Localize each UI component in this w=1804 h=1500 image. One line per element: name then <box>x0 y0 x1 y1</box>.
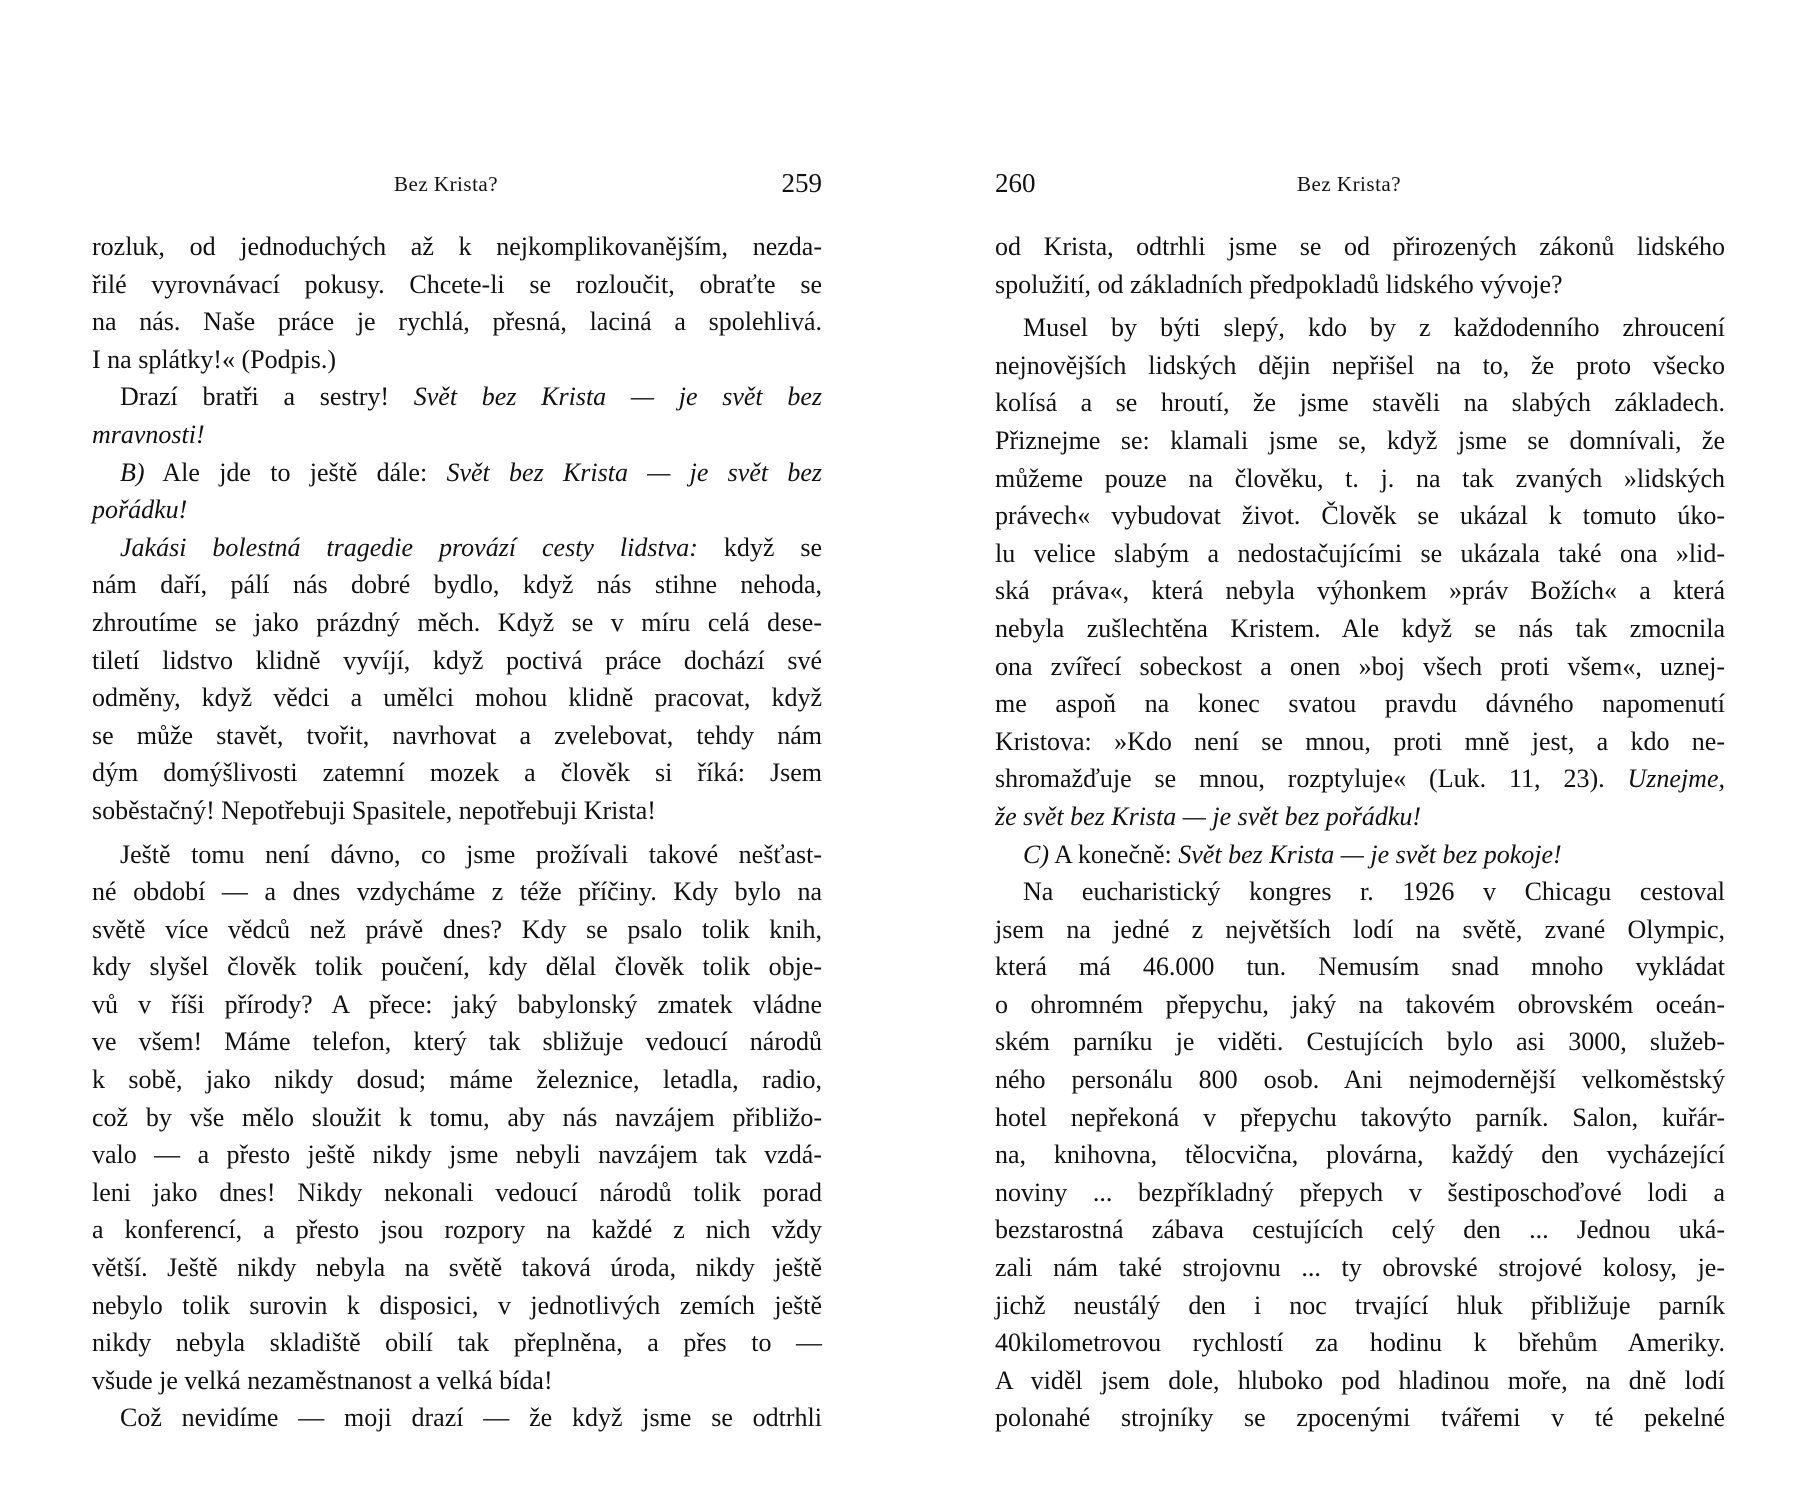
text-line: nebyla zušlechtěna Kristem. Ale když se nás tak zmocnila <box>995 613 1725 643</box>
paragraph-text: Ale jde to ještě dále: <box>162 457 428 487</box>
text-line: hotel nepřekoná v přepychu takovýto parník. Salon, kuřár- <box>995 1102 1725 1132</box>
text-line: dým domýšlivosti zatemní mozek a člověk si říká: Jsem <box>92 758 822 788</box>
emphasis-text: pořádku! <box>92 495 188 525</box>
text-line: zhroutíme se jako prázdný měch. Když se v míru celá dese- <box>92 607 822 637</box>
text-line: tiletí lidstvo klidně vyvíjí, když poctivá práce dochází své <box>92 645 822 675</box>
emphasis-text: Jakási bolestná tragedie provází cesty lidstva: <box>120 532 698 562</box>
text-line: 40kilometrovou rychlostí za hodinu k břehům Ameriky. <box>995 1328 1725 1358</box>
text-line: na nás. Naše práce je rychlá, přesná, laciná a spolehlivá. <box>92 307 822 337</box>
text-line: ného personálu 800 osob. Ani nejmodernější velkoměstský <box>995 1065 1725 1095</box>
text-line: světě více vědců než právě dnes? Kdy se psalo tolik knih, <box>92 914 822 944</box>
text-line: A viděl jsem dole, hluboko pod hladinou moře, na dně lodí <box>995 1365 1725 1395</box>
text-line: Kristova: »Kdo není se mnou, proti mně jest, a kdo ne- <box>995 726 1725 756</box>
text-line: k sobě, jako nikdy dosud; máme železnice, letadla, radio, <box>92 1065 822 1095</box>
emphasis-text: Svět bez Krista — je svět bez <box>446 457 823 487</box>
text-line: leni jako dnes! Nikdy nekonali vedoucí národů tolik porad <box>92 1177 822 1207</box>
right-body-text <box>995 228 1725 1437</box>
text-line: zali nám také strojovnu ... ty obrovské strojové kolosy, je- <box>995 1253 1725 1283</box>
text-line: Ještě tomu není dávno, co jsme prožívali takové nešťast- <box>120 839 822 869</box>
text-line <box>92 454 822 492</box>
text-line: řilé vyrovnávací pokusy. Chcete-li se rozloučit, obraťte se <box>92 269 822 299</box>
text-line: nikdy nebyla skladiště obilí tak přeplněna, a přes to — <box>92 1328 822 1358</box>
left-body-text <box>92 228 822 1437</box>
text-line: ském parníku je viděti. Cestujících bylo asi 3000, služeb- <box>995 1027 1725 1057</box>
text-line: bezstarostná zábava cestujících celý den ... Jednou uká- <box>995 1215 1725 1245</box>
right-paragraph-2 <box>995 309 1725 835</box>
text-line: Přiznejme se: klamali jsme se, když jsme se domnívali, že <box>995 425 1725 455</box>
text-line: která má 46.000 tun. Nemusím snad mnoho vykládat <box>995 952 1725 982</box>
left-page-number: 259 <box>781 168 822 198</box>
left-paragraph-1 <box>92 228 822 378</box>
text-line: odměny, když vědci a umělci mohou klidně pracovat, když <box>92 683 822 713</box>
emphasis-text: Svět bez Krista — je svět bez <box>413 382 822 412</box>
right-paragraph-3 <box>995 836 1725 874</box>
left-paragraph-3 <box>92 454 822 529</box>
text-line: Na eucharistický kongres r. 1926 v Chicagu cestoval <box>1023 877 1725 907</box>
emphasis-text: mravnosti! <box>92 419 205 449</box>
section-label: C) <box>1023 839 1049 869</box>
left-paragraph-4 <box>92 529 822 830</box>
emphasis-text: Svět bez Krista — je svět bez pokoje! <box>1178 839 1562 869</box>
text-line: od Krista, odtrhli jsme se od přirozených zákonů lidského <box>995 232 1725 261</box>
text-line: noviny ... bezpříkladný přepych v šestiposchoďové lodi a <box>995 1177 1725 1207</box>
text-line <box>995 798 1725 836</box>
text-line: I na splátky!« (Podpis.) <box>92 344 337 374</box>
text-line: právech« vybudovat život. Člověk se ukázal k tomuto úko- <box>995 501 1725 531</box>
text-line <box>92 378 822 416</box>
text-line <box>92 416 822 454</box>
text-line: nebylo tolik surovin k disposici, v jednotlivých zemích ještě <box>92 1290 822 1320</box>
text-line: nám daří, pálí nás dobré bydlo, když nás stihne nehoda, <box>92 570 822 600</box>
text-line: ská práva«, která nebyla výhonkem »práv Božích« a která <box>995 576 1725 606</box>
right-running-head <box>995 168 1725 204</box>
text-line: na, knihovna, tělocvična, plovárna, každý den vycházející <box>995 1140 1725 1170</box>
text-line <box>995 836 1725 874</box>
right-page-number: 260 <box>995 168 1036 198</box>
paragraph-text: shromažďuje se mnou, rozptyluje« (Luk. 11, 23). <box>995 764 1605 794</box>
paragraph-text: když se <box>723 532 822 562</box>
text-line: valo — a přesto ještě nikdy jsme nebyli navzájem tak vzdá- <box>92 1140 822 1170</box>
text-line: ona zvířecí sobeckost a onen »boj všech proti všem«, uznej- <box>995 651 1725 681</box>
paragraph-lead: Drazí bratři a sestry! <box>120 382 390 412</box>
text-line <box>995 760 1725 798</box>
text-line: vů v říši přírody? A přece: jaký babylonský zmatek vládne <box>92 989 822 1019</box>
text-line: ve všem! Máme telefon, který tak sbližuje vedoucí národů <box>92 1027 822 1057</box>
text-line: kdy slyšel člověk tolik poučení, kdy dělal člověk tolik obje- <box>92 952 822 982</box>
text-line: soběstačný! Nepotřebuji Spasitele, nepotřebuji Krista! <box>92 795 656 825</box>
text-line: se může stavět, tvořit, navrhovat a zvelebovat, tehdy nám <box>92 720 822 750</box>
left-paragraph-2 <box>92 378 822 453</box>
text-line: né období — a dnes vzdycháme z téže příčiny. Kdy bylo na <box>92 877 822 907</box>
text-line <box>92 491 822 529</box>
left-paragraph-6 <box>92 1399 822 1437</box>
text-line: o ohromném přepychu, jaký na takovém obrovském oceán- <box>995 989 1725 1019</box>
text-line <box>92 529 822 567</box>
emphasis-text: že svět bez Krista — je svět bez pořádku! <box>995 801 1422 831</box>
text-line: můžeme pouze na člověku, t. j. na tak zvaných »lidských <box>995 463 1725 493</box>
text-line: všude je velká nezaměstnanost a velká bída! <box>92 1365 553 1395</box>
text-line: jichž neustálý den i noc trvající hluk přibližuje parník <box>995 1290 1725 1320</box>
left-running-title: Bez Krista? <box>394 172 499 196</box>
text-line: jsem na jedné z největších lodí na světě, zvané Olympic, <box>995 914 1725 944</box>
text-line: spolužití, od základních předpokladů lidského vývoje? <box>995 269 1563 299</box>
text-line: kolísá a se hroutí, že jsme stavěli na slabých základech. <box>995 388 1725 418</box>
text-line: polonahé strojníky se zpocenými tvářemi v té pekelné <box>995 1403 1725 1433</box>
left-running-head <box>92 168 822 204</box>
right-paragraph-4 <box>995 873 1725 1437</box>
text-line: me aspoň na konec svatou pravdu dávného napomenutí <box>995 689 1725 719</box>
text-line: lu velice slabým a nedostačujícími se ukázala také ona »lid- <box>995 538 1725 568</box>
right-paragraph-1 <box>995 228 1725 303</box>
emphasis-text: Uznejme, <box>1627 764 1725 794</box>
text-line: rozluk, od jednoduchých až k nejkomplikovanějším, nezda- <box>92 232 822 261</box>
text-line: což by vše mělo sloužit k tomu, aby nás navzájem přibližo- <box>92 1102 822 1132</box>
text-line: Musel by býti slepý, kdo by z každodenního zhroucení <box>1023 313 1725 343</box>
paragraph-text: A konečně: <box>1054 839 1172 869</box>
text-line: Což nevidíme — moji drazí — že když jsme se odtrhli <box>120 1403 822 1433</box>
text-line: nejnovějších lidských dějin nepřišel na to, že proto všecko <box>995 350 1725 380</box>
right-running-title: Bez Krista? <box>1297 172 1402 196</box>
text-line: a konferencí, a přesto jsou rozpory na každé z nich vždy <box>92 1215 822 1245</box>
left-paragraph-5 <box>92 836 822 1400</box>
text-line: větší. Ještě nikdy nebyla na světě taková úroda, nikdy ještě <box>92 1253 822 1283</box>
section-label: B) <box>120 457 145 487</box>
